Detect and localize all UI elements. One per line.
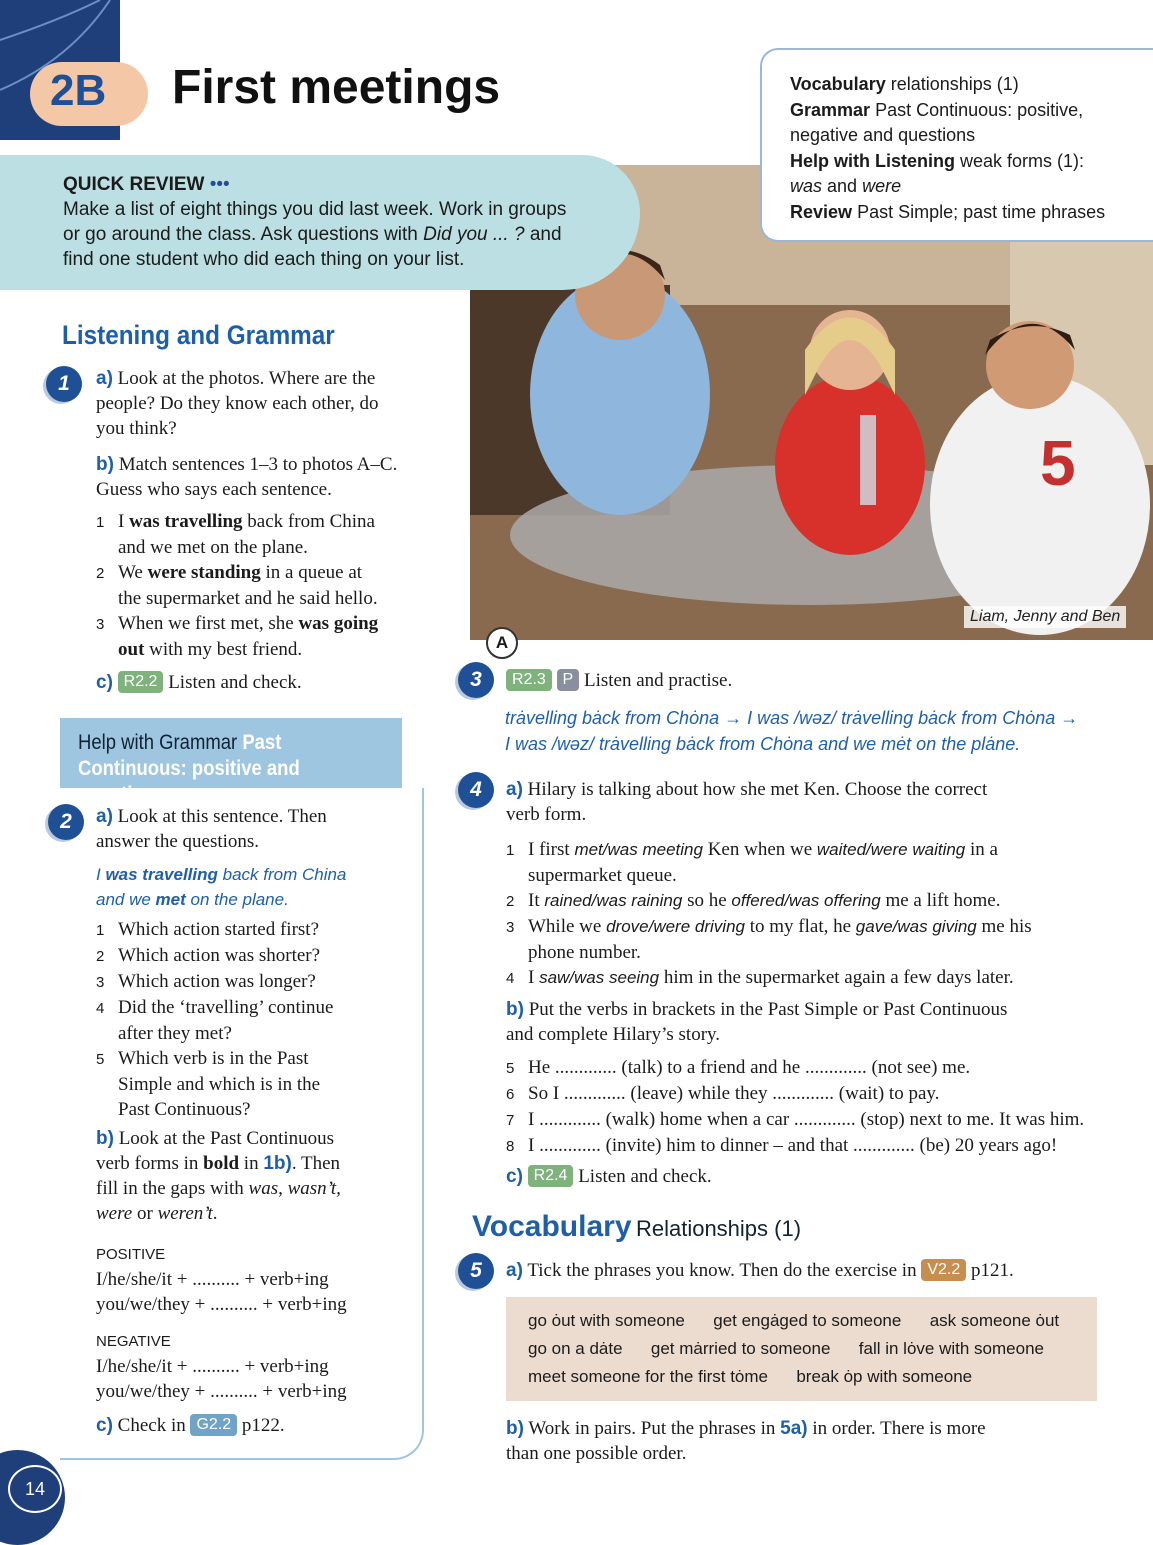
ex2-q2-num: 2 bbox=[96, 948, 105, 965]
ex2-q5-c: Past Continuous? bbox=[118, 1099, 251, 1120]
ex1-a-label: a) bbox=[96, 368, 113, 389]
ex2-b-l3b: was, wasn’t, bbox=[248, 1178, 341, 1199]
help-grammar-title-text: Help with Grammar bbox=[78, 731, 238, 754]
ex1-s2-a: We bbox=[118, 562, 148, 583]
ex2-q4-num: 4 bbox=[96, 1000, 105, 1017]
ex4-i4-num: 4 bbox=[506, 970, 515, 987]
ex5-b-l1c: in order. There is more bbox=[807, 1418, 986, 1439]
quick-review-line3: find one student who did each thing on your list. bbox=[63, 249, 465, 270]
grammar-text: Past Continuous: positive, bbox=[875, 99, 1084, 120]
ex2-questions bbox=[96, 917, 333, 1122]
ex4-i1-b: met/was meeting bbox=[574, 840, 703, 859]
phrase-item: get engȧged to someone bbox=[713, 1311, 902, 1330]
ex4-i3-c: to my flat, he bbox=[744, 916, 856, 937]
ex2-b-l3a: fill in the gaps with bbox=[96, 1178, 249, 1199]
ex2-q4-a: Did the ‘travelling’ continue bbox=[118, 997, 334, 1018]
ex1-s3-a: When we first met, she bbox=[118, 613, 299, 634]
ex2-ex-l1a: I bbox=[96, 865, 106, 884]
ex5-b-ref: 5a) bbox=[780, 1418, 808, 1439]
ex1-s2-num: 2 bbox=[96, 565, 105, 582]
ex4-i3-b: drove/were driving bbox=[606, 917, 745, 936]
exercise-2-number: 2 bbox=[48, 804, 84, 840]
quick-review-line2c: and bbox=[524, 224, 562, 245]
audio-track-badge[interactable]: R2.3 bbox=[506, 669, 552, 691]
ex4-b-line2: and complete Hilary’s story. bbox=[506, 1024, 721, 1045]
ex4-i2-e: me a lift home. bbox=[880, 890, 1001, 911]
negative-line1: I/he/she/it + .......... + verb+ing bbox=[96, 1356, 329, 1377]
phrase-item: meet someone for the first tȯme bbox=[528, 1367, 768, 1386]
listening-text: weak forms (1): bbox=[960, 150, 1085, 171]
ex3-drill-line1: trȧvelling bȧck from Chȯna → I was /wəz/ trȧvelling bȧck from Chȯna → bbox=[505, 708, 1079, 728]
phrase-item: go on a dȧte bbox=[528, 1339, 623, 1358]
ex4-b-label: b) bbox=[506, 999, 524, 1020]
ex1-s1-d: and we met on the plane. bbox=[118, 537, 308, 558]
ex1-s3-d: with my best friend. bbox=[144, 639, 303, 660]
ex4-g7-num: 7 bbox=[506, 1112, 515, 1129]
grammar-text-2: negative and questions bbox=[790, 125, 976, 145]
exercise-3-number: 3 bbox=[458, 662, 494, 698]
ex4-b-line1: Put the verbs in brackets in the Past Simple or Past Continuous bbox=[528, 999, 1008, 1020]
ex1-s1-bold: was travelling bbox=[129, 511, 243, 532]
ex4-i2-b: rained/was raining bbox=[544, 891, 683, 910]
ex4-i1-num: 1 bbox=[506, 842, 515, 859]
ex2-c-text: Check in bbox=[117, 1415, 186, 1436]
review-text: Past Simple; past time phrases bbox=[857, 201, 1106, 222]
ex4-g6-num: 6 bbox=[506, 1086, 515, 1103]
ex4-a-line1: Hilary is talking about how she met Ken. Choose the correct bbox=[527, 779, 988, 800]
ex4-i2-c: so he bbox=[682, 890, 732, 911]
ex5-a bbox=[506, 1258, 1014, 1283]
page-number: 14 bbox=[8, 1465, 62, 1513]
ex2-b-l2e: . Then bbox=[291, 1153, 341, 1174]
ex2-q4-b: after they met? bbox=[118, 1023, 232, 1044]
ex4-i3-num: 3 bbox=[506, 919, 515, 936]
ex1-b-line2: Guess who says each sentence. bbox=[96, 479, 332, 500]
ex3-drill bbox=[505, 705, 1078, 757]
ex1-c bbox=[96, 670, 302, 695]
summary-box bbox=[760, 48, 1153, 242]
quick-review-line2a: or go around the class. Ask questions with bbox=[63, 224, 424, 245]
ex2-a-line1: Look at this sentence. Then bbox=[117, 806, 327, 827]
ex4-g8-num: 8 bbox=[506, 1138, 515, 1155]
unit-number: 2B bbox=[50, 66, 107, 115]
ex1-s1-c: back from China bbox=[242, 511, 375, 532]
ex2-q1: Which action started first? bbox=[118, 919, 320, 940]
audio-track-badge[interactable]: R2.4 bbox=[528, 1165, 574, 1187]
ex2-b: b) Look at the Past Continuous verb forms in bold in 1b). Then fill in the gaps with was, wasn’t, were or weren’t. bbox=[96, 1128, 341, 1224]
ex2-b-l4a: were bbox=[96, 1203, 133, 1224]
ex4-c-label: c) bbox=[506, 1166, 523, 1187]
grammar-ref-badge[interactable]: G2.2 bbox=[190, 1414, 237, 1436]
ex1-a-line3: you think? bbox=[96, 418, 177, 439]
ex2-q5-b: Simple and which is in the bbox=[118, 1074, 321, 1095]
phrase-item: ask someone ȯut bbox=[929, 1311, 1060, 1330]
vocab-ref-badge[interactable]: V2.2 bbox=[921, 1259, 966, 1281]
ex4-i4-b: saw/was seeing bbox=[539, 968, 660, 987]
ex2-ex-bold2: met bbox=[155, 890, 186, 909]
quick-review-dots: ••• bbox=[209, 174, 230, 195]
ex1-s2-c: in a queue at bbox=[260, 562, 363, 583]
listening-was: was bbox=[790, 176, 823, 196]
ex4-i3-f: phone number. bbox=[528, 942, 641, 963]
quick-review-did-you: Did you ... ? bbox=[423, 224, 525, 245]
ex2-q3-num: 3 bbox=[96, 974, 105, 991]
ex4-i2-d: offered/was offering bbox=[731, 891, 881, 910]
ex2-b-line1: Look at the Past Continuous bbox=[118, 1128, 335, 1149]
quick-review bbox=[63, 172, 623, 272]
grammar-table bbox=[96, 1242, 347, 1404]
ex1-s2-bold: were standing bbox=[147, 562, 261, 583]
ex4-i1-c: Ken when we bbox=[702, 839, 817, 860]
ex4-a-label: a) bbox=[506, 779, 523, 800]
ex3-instruction bbox=[506, 668, 732, 693]
ex2-q5-a: Which verb is in the Past bbox=[118, 1048, 309, 1069]
ex2-b-l4b: or bbox=[132, 1203, 158, 1224]
ex2-c-label: c) bbox=[96, 1415, 113, 1436]
review-label: Review bbox=[790, 201, 853, 222]
ex1-a bbox=[96, 366, 379, 441]
listening-label: Help with Listening bbox=[790, 150, 955, 171]
ex2-c bbox=[96, 1413, 285, 1438]
negative-heading: NEGATIVE bbox=[96, 1333, 171, 1350]
ex4-g5-num: 5 bbox=[506, 1060, 515, 1077]
ex4-i3-e: me his bbox=[976, 916, 1032, 937]
exercise-5-number: 5 bbox=[458, 1253, 494, 1289]
ex1-c-text: Listen and check. bbox=[168, 672, 302, 693]
page-title: First meetings bbox=[172, 61, 501, 114]
ex4-a bbox=[506, 777, 987, 827]
positive-line2: you/we/they + .......... + verb+ing bbox=[96, 1294, 347, 1315]
phrase-item: fall in lȯve with someone bbox=[858, 1339, 1044, 1358]
photo-label: A bbox=[486, 627, 518, 659]
ex2-a bbox=[96, 804, 327, 854]
ex2-b-label: b) bbox=[96, 1128, 114, 1149]
ex2-b-bold: bold bbox=[203, 1153, 240, 1174]
ex2-q3: Which action was longer? bbox=[118, 971, 316, 992]
ex4-a-line2: verb form. bbox=[506, 804, 587, 825]
quick-review-title: QUICK REVIEW bbox=[63, 174, 205, 195]
ex1-sentences bbox=[96, 509, 378, 662]
help-grammar-sub1: Past bbox=[242, 731, 282, 754]
help-grammar-sub2: Continuous: positive and negative bbox=[78, 757, 300, 806]
vocab-text: relationships (1) bbox=[890, 74, 1019, 94]
ex4-g6: So I ............. (leave) while they ............. (wait) to pay. bbox=[528, 1083, 940, 1104]
ex1-s1-num: 1 bbox=[96, 514, 105, 531]
phrase-item: break ȯp with someone bbox=[796, 1367, 973, 1386]
ex2-q5-num: 5 bbox=[96, 1051, 105, 1068]
ex5-a-label: a) bbox=[506, 1260, 523, 1281]
ex4-g8: I ............. (invite) him to dinner – and that ............. (be) 20 years ago! bbox=[528, 1135, 1058, 1156]
ex2-ex-l1c: back from China bbox=[217, 865, 347, 884]
ex2-example bbox=[96, 862, 346, 912]
section-heading-listening: Listening and Grammar bbox=[62, 320, 335, 350]
ex1-s2-d: the supermarket and he said hello. bbox=[118, 588, 378, 609]
ex1-a-line1: Look at the photos. Where are the bbox=[117, 368, 376, 389]
ex5-b-label: b) bbox=[506, 1418, 524, 1439]
ex2-ex-l2a: and we bbox=[96, 890, 156, 909]
ex2-ex-bold: was travelling bbox=[105, 865, 218, 884]
ex2-q1-num: 1 bbox=[96, 922, 105, 939]
ex4-g5: He ............. (talk) to a friend and he ............. (not see) me. bbox=[528, 1057, 971, 1078]
positive-line1: I/he/she/it + .......... + verb+ing bbox=[96, 1269, 329, 1290]
ex3-text: Listen and practise. bbox=[583, 670, 733, 691]
photo-caption: Liam, Jenny and Ben bbox=[964, 606, 1126, 628]
help-grammar-title bbox=[78, 730, 360, 808]
quick-review-line1: Make a list of eight things you did last week. Work in groups bbox=[63, 199, 567, 220]
ex4-b bbox=[506, 997, 1007, 1047]
ex4-c bbox=[506, 1164, 712, 1189]
exercise-4-number: 4 bbox=[458, 772, 494, 808]
ex2-b-l2a: verb forms in bbox=[96, 1153, 204, 1174]
ex1-b-label: b) bbox=[96, 454, 114, 475]
vocabulary-heading bbox=[472, 1210, 801, 1244]
ex1-b-line1: Match sentences 1–3 to photos A–C. bbox=[118, 454, 398, 475]
phrase-item: go ȯut with someone bbox=[528, 1311, 685, 1330]
ex2-b-l4c: weren’t bbox=[157, 1203, 213, 1224]
vocabulary-subtitle: Relationships (1) bbox=[635, 1216, 802, 1241]
positive-heading: POSITIVE bbox=[96, 1246, 166, 1263]
listening-and: and bbox=[827, 176, 858, 196]
ex4-items bbox=[506, 837, 1032, 991]
ex4-i2-num: 2 bbox=[506, 893, 515, 910]
ex2-c-page: p122. bbox=[241, 1415, 285, 1436]
phrase-item: get mȧrried to someone bbox=[650, 1339, 831, 1358]
ex5-b-line2: than one possible order. bbox=[506, 1443, 687, 1464]
ex2-a-line2: answer the questions. bbox=[96, 831, 260, 852]
ex4-i2-a: It bbox=[528, 890, 545, 911]
pronunciation-badge[interactable]: P bbox=[557, 669, 580, 691]
svg-text:5: 5 bbox=[1040, 427, 1076, 499]
ex2-ex-l2c: on the plane. bbox=[185, 890, 289, 909]
ex5-b-l1a: Work in pairs. Put the phrases in bbox=[528, 1418, 781, 1439]
ex4-i3-a: While we bbox=[528, 916, 607, 937]
phrase-box bbox=[506, 1297, 1097, 1401]
ex4-gapfill bbox=[506, 1055, 1084, 1159]
ex2-q2: Which action was shorter? bbox=[118, 945, 321, 966]
ex4-c-text: Listen and check. bbox=[578, 1166, 712, 1187]
ex4-i4-c: him in the supermarket again a few days later. bbox=[659, 967, 1014, 988]
listening-were: were bbox=[862, 176, 902, 196]
ex4-i1-a: I first bbox=[528, 839, 575, 860]
ex1-s3-bold: was going bbox=[298, 613, 379, 634]
ex1-b bbox=[96, 452, 397, 502]
ex5-a-text: Tick the phrases you know. Then do the exercise in bbox=[527, 1260, 917, 1281]
ex2-b-l2c: in bbox=[239, 1153, 264, 1174]
ex5-b bbox=[506, 1416, 986, 1466]
ex1-s1-a: I bbox=[118, 511, 130, 532]
ex5-a-page: p121. bbox=[971, 1260, 1014, 1281]
ex4-g7: I ............. (walk) home when a car ............. (stop) next to me. It was him. bbox=[528, 1109, 1085, 1130]
ex3-drill-line2: I was /wəz/ trȧvelling bȧck from Chȯna and we mėt on the plȧne. bbox=[505, 734, 1021, 754]
exercise-1-number: 1 bbox=[46, 366, 82, 402]
vocabulary-title: Vocabulary bbox=[472, 1210, 632, 1243]
negative-line2: you/we/they + .......... + verb+ing bbox=[96, 1381, 347, 1402]
ex4-i1-e: in a bbox=[965, 839, 998, 860]
vocab-label: Vocabulary bbox=[790, 74, 886, 94]
ex2-b-ref: 1b) bbox=[263, 1153, 292, 1174]
ex4-i1-d: waited/were waiting bbox=[816, 840, 966, 859]
ex1-c-label: c) bbox=[96, 672, 113, 693]
ex1-s3-num: 3 bbox=[96, 616, 105, 633]
audio-track-badge[interactable]: R2.2 bbox=[118, 671, 164, 693]
ex1-a-line2: people? Do they know each other, do bbox=[96, 393, 379, 414]
ex2-a-label: a) bbox=[96, 806, 113, 827]
ex4-i3-d: gave/was giving bbox=[855, 917, 977, 936]
ex4-i4-a: I bbox=[528, 967, 540, 988]
ex4-i1-f: supermarket queue. bbox=[528, 865, 677, 886]
ex1-s3-bold2: out bbox=[118, 639, 145, 660]
grammar-label: Grammar bbox=[790, 99, 871, 120]
